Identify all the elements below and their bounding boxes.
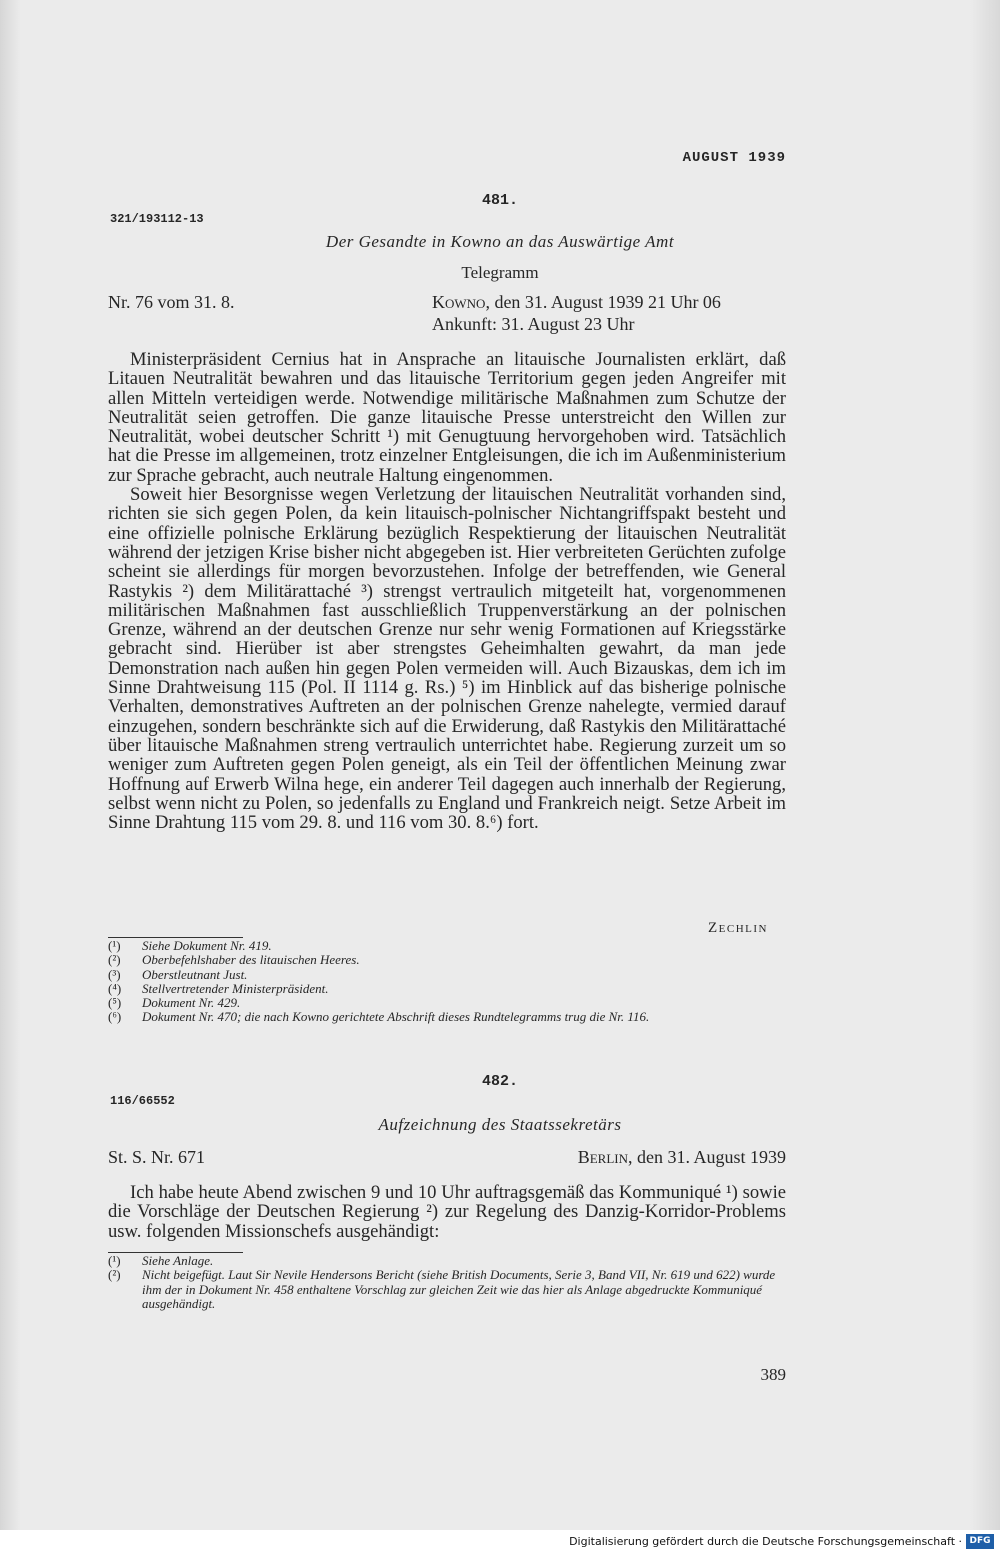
running-title: AUGUST 1939 (682, 150, 786, 166)
file-reference-481: 321/193112-13 (110, 212, 204, 226)
credit-bar (0, 1530, 1000, 1554)
footnotes-482 (108, 1254, 788, 1311)
paragraph: Ministerpräsident Cernius hat in Ansprache an litauische Journalisten erklärt, daß Litauen Neutralität bewahren und das litauische Territorium gegen jeden Angreifer mit allen Mitteln verteidigen werde. Notwendige militärische Maßnahmen zum Schutze der Neutralität seien getroffen. Die ganze litauische Presse unterstreicht den Willen zur Neutralität, wobei deutscher Schritt ¹) mit Genugtuung hervorgehoben wird. Tatsächlich hat die Presse im allgemeinen, trotz einzelner Entgleisungen, die ich im Außenministerium zur Sprache gebracht, auch neutrale Haltung eingenommen. (108, 349, 786, 486)
paragraph: Ich habe heute Abend zwischen 9 und 10 Uhr auftragsgemäß das Kommuniqué ¹) sowie die Vorschläge der Deutschen Regierung ²) zur Regelung des Danzig-Korridor-Problems usw. folgenden Missionschefs ausgehändigt: (108, 1182, 786, 1242)
place-481: Kowno (432, 292, 486, 312)
footnote: (³) Oberstleutnant Just. (108, 966, 248, 982)
document-number-482: 482. (481, 1073, 518, 1090)
body-text-481 (108, 350, 786, 832)
paragraph: Soweit hier Besorgnisse wegen Verletzung der litauischen Neutralität vorhanden sind, richten sie sich gegen Polen, da kein litauisch-polnischer Nichtangriffspakt besteht und eine offizielle polnische Erklärung bezüglich Respektierung der litauischen Neutralität während der jetzigen Krise bisher nicht abgegeben ist. Hier verbreiteten Gerüchten zufolge scheint sie allerdings für morgen bevorzustehen. Infolge der betreffenden, wie General Rastykis ²) dem Militärattaché ³) strengst vertraulich mitgeteilt hat, vorgenommenen militärischen Maßnahmen fast ausschließlich Truppenverstärkung an der polnischen Grenze, während an der deutschen Grenze nur sehr wenig Formationen auf Kriegsstärke gebracht sind. Hierüber ist aber strengstes Geheimhalten gewahrt, da man jede Demonstration nach außen hin gegen Polen vermeiden will. Auch Bizauskas, dem ich im Sinne Drahtweisung 115 (Pol. II 1114 g. Rs.) ⁵) im Hinblick auf das bisherige polnische Verhalten, demonstratives Auftreten an der polnischen Grenze nahelegte, vermied darauf einzugehen, sondern beschränkte sich auf die Erwiderung, daß Rastykis den Militärattaché über litauische Maßnahmen streng vertraulich unterrichtet habe. Regierung zurzeit um so weniger zum Auftreten gegen Polen geneigt, als ein Teil der öffentlichen Meinung zwar Hoffnung auf Erwerb Wilna hege, ein anderer Teil dagegen auch innerhalb der Regierung, selbst wenn nicht zu Polen, so jedenfalls zu England und Frankreich neigt. Setze Arbeit im Sinne Drahtung 115 vom 29. 8. und 116 vom 30. 8.⁶) fort. (108, 484, 786, 834)
file-reference-482: 116/66552 (110, 1094, 175, 1108)
arrival-481: Ankunft: 31. August 23 Uhr (432, 314, 635, 334)
reference-number-481: Nr. 76 vom 31. 8. (108, 292, 235, 312)
document-title-482: Aufzeichnung des Staatssekretärs (378, 1115, 622, 1134)
footnote: (²) Oberbefehlshaber des litauischen Heeres. (108, 952, 360, 968)
reference-number-482: St. S. Nr. 671 (108, 1147, 206, 1167)
document-title-481: Der Gesandte in Kowno an das Auswärtige Amt (325, 232, 675, 251)
document-number-481: 481. (481, 192, 518, 209)
footnote: (²) Nicht beigefügt. Laut Sir Nevile Hendersons Bericht (siehe British Documents, Serie 3, Band VII, Nr. 619 und 622) wurde ihm der in Dokument Nr. 458 enthaltene Vorschlag zur gleichen Zeit wie das hier als Anlage abgedruckte Kommuniqué ausgehändigt. (108, 1267, 776, 1311)
footnote: (⁶) Dokument Nr. 470; die nach Kowno gerichtete Abschrift dieses Rundtelegramms trug die Nr. 116. (108, 1009, 650, 1025)
page-number: 389 (760, 1365, 786, 1384)
body-text-482 (108, 1183, 786, 1241)
footnotes-481 (108, 939, 788, 1025)
footnote: (¹) Siehe Anlage. (108, 1253, 214, 1268)
date-line-482: , den 31. August 1939 (627, 1147, 786, 1167)
place-482: Berlin (577, 1147, 628, 1167)
document-type-481: Telegramm (461, 263, 539, 282)
footnote: (⁴) Stellvertretender Ministerpräsident. (108, 980, 329, 996)
signature-481: Zechlin (708, 920, 768, 936)
dfg-logo-icon: DFG (966, 1534, 994, 1549)
place-date-481 (432, 292, 721, 313)
footnote: (¹) Siehe Dokument Nr. 419. (108, 938, 272, 953)
footnote: (⁵) Dokument Nr. 429. (108, 995, 241, 1011)
date-line-481: , den 31. August 1939 21 Uhr 06 (485, 292, 721, 312)
place-date-482 (578, 1147, 786, 1168)
credit-text: Digitalisierung gefördert durch die Deutsche Forschungsgemeinschaft · (569, 1535, 962, 1548)
